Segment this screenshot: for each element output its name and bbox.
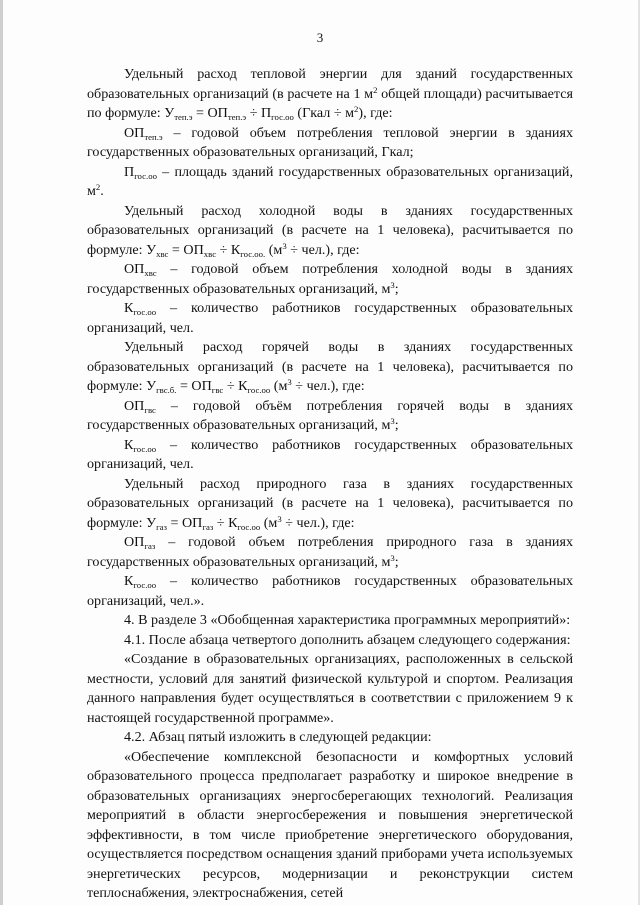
scan-edge-left [0, 0, 3, 905]
paragraph-p15: «Создание в образовательных организациях, расположенных в сельской местности, условий для занятий физической культурой и спортом. Реализация данного направления будет осуществляться в соответствии с приложением 9 к настоящей государственной программе». [87, 651, 573, 726]
paragraph-p5: $ОП_{хвс}$ – годовой объем потребления холодной воды в зданиях государственных образовательных организаций, $м^3$; [87, 261, 573, 297]
paragraph-p12: $К_{гос.оо}$ – количество работников государственных образовательных организаций, чел.». [87, 573, 573, 609]
paragraph-p4: Удельный расход холодной воды в зданиях государственных образовательных организаций (в расчете на 1 человека), расчитывается по формуле: $У_{хвс} = ОП_{хвс} \div К_{гос.оо.}$ $(м^3 \div чел.)$, где: [87, 202, 573, 259]
document-body [87, 65, 573, 904]
paragraph-p10: Удельный расход природного газа в зданиях государственных образовательных организаций (в расчете на 1 человека), расчитывается по формуле: $У_{газ} = ОП_{газ} \div К_{гос.оо}$ $(м^3 \div чел.)$, где: [87, 475, 573, 532]
paragraph-p3: $П_{гос.оо}$ – площадь зданий государственных образовательных организаций, $м^2$. [87, 163, 573, 199]
page-number: 3 [316, 30, 324, 45]
paragraph-p13: 4. В разделе 3 «Обобщенная характеристика программных мероприятий»: [124, 612, 571, 628]
paragraph-p17: «Обеспечение комплексной безопасности и комфортных условий образовательного процесса предполагает разработку и широкое внедрение в образовательных организациях энергосберегающих технологий. Реализация мероприятий в области энергосбережения и повышения энергетической эффективности, в том числе приобретение энергетического оборудования, осуществляется посредством оснащения зданий приборами учета используемых энергетических ресурсов, модернизации и реконструкции систем теплоснабжения, электроснабжения, сетей [87, 748, 573, 901]
paragraph-p7: Удельный расход горячей воды в зданиях государственных образовательных организаций (в расчете на 1 человека), расчитывается по формуле: $У_{гвс.б.} = ОП_{гвс} \div К_{гос.оо}$ $(м^3 \div чел.)$, где: [87, 339, 573, 395]
paragraph-p6: $К_{гос.оо}$ – количество работников государственных образовательных организаций, чел. [87, 300, 573, 336]
paragraph-p9: $К_{гос.оо}$ – количество работников государственных образовательных организаций, чел. [87, 436, 573, 472]
paragraph-p16: 4.2. Абзац пятый изложить в следующей редакции: [124, 729, 432, 745]
paragraph-p8: $ОП_{гвс}$ – годовой объём потребления горячей воды в зданиях государственных образовательных организаций, $м^3$; [87, 397, 573, 433]
paragraph-p1: Удельный расход тепловой энергии для зданий государственных образовательных организаций (в расчете на 1 $м^2$ общей площади) расчитывается по формуле: $У_{теп.э} = ОП_{теп.э} \div П_{гос.оо}$ (Гкал ÷ $м^2$), где: [87, 66, 573, 122]
paragraph-p11: $ОП_{газ}$ – годовой объем потребления природного газа в зданиях государственных образовательных организаций, $м^3$; [87, 534, 573, 570]
paragraph-p2: $ОП_{теп.э}$ – годовой объем потребления тепловой энергии в зданиях государственных образовательных организаций, Гкал; [87, 124, 573, 160]
paragraph-p14: 4.1. После абзаца четвертого дополнить абзацем следующего содержания: [124, 631, 571, 648]
